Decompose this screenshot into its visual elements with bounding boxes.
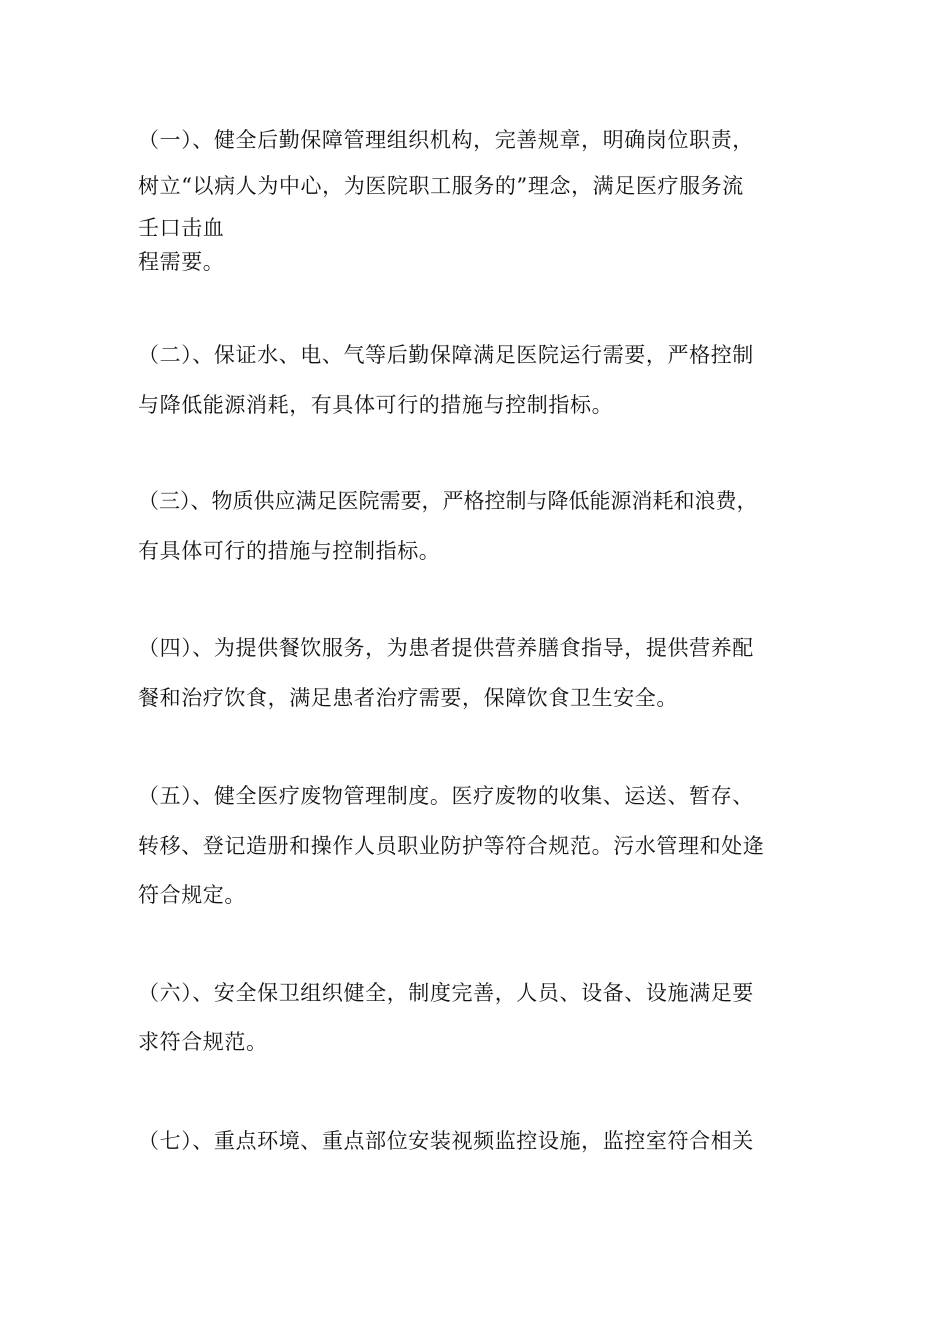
paragraph-line: 与降低能源消耗，有具体可行的措施与控制指标。 [138,393,614,417]
paragraph-line: 有具体可行的措施与控制指标。 [138,539,441,563]
paragraph-line: （三）、物质供应满足医院需要，严格控制与降低能源消耗和浪费， [138,489,758,513]
paragraph-line: （七）、重点环境、重点部位安装视频监控设施，监控室符合相关 [138,1129,754,1153]
paragraph-line: （一）、健全后勤保障管理组织机构，完善规章，明确岗位职责， [138,128,754,152]
paragraph-line: 程需要。 [138,250,225,274]
paragraph-line: （四）、为提供餐饮服务，为患者提供营养膳食指导，提供营养配 [138,636,754,660]
paragraph-line: （二）、保证水、电、气等后勤保障满足医院运行需要，严格控制 [138,343,754,367]
paragraph-line: 求符合规范。 [138,1030,268,1054]
paragraph-line: 餐和治疗饮食，满足患者治疗需要，保障饮食卫生安全。 [138,686,678,710]
paragraph-line: 树立“以病人为中心，为医院职工服务的”理念，满足医疗服务流 [138,174,744,198]
paragraph-line: 壬口击血 [138,216,225,240]
paragraph-line: （五）、健全医疗废物管理制度。医疗废物的收集、运送、暂存、 [138,784,754,808]
paragraph-line: 转移、登记造册和操作人员职业防护等符合规范。污水管理和处逄 [138,834,765,858]
paragraph-line: （六）、安全保卫组织健全，制度完善，人员、设备、设施满足要 [138,981,754,1005]
paragraph-line: 符合规定。 [138,883,246,907]
